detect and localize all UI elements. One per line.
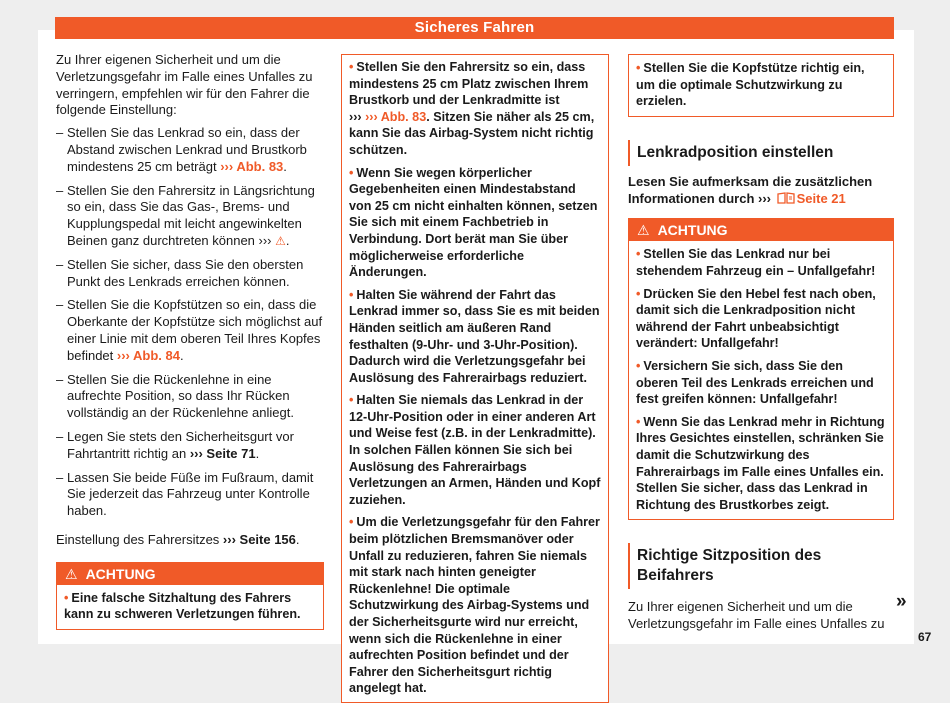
warning-bullet: • Halten Sie niemals das Lenkrad in der 12-Uhr-Position oder in einer anderen Art und Weise fest (z.B. in der Lenkradmitte). In solchen Fällen können Sie sich bei Auslösung des Fahrerairbags Verletzungen an Armen, Händen und Kopf zuziehen. bbox=[349, 393, 601, 507]
bullet-dot: • bbox=[636, 61, 641, 75]
warning-header bbox=[57, 563, 323, 585]
continue-icon: » bbox=[896, 591, 907, 612]
intro-text: Zu Ihrer eigenen Sicherheit und um die Verletzungsgefahr im Falle eines Unfalles zu verringern, empfehlen wir für den Fahrer die folgende Einstellung: bbox=[56, 52, 313, 118]
page-number: 67 bbox=[918, 630, 932, 644]
body-text: Zu Ihrer eigenen Sicherheit und um die Verletzungsgefahr im Falle eines Unfalles zu bbox=[628, 599, 885, 632]
warning-box-continued bbox=[341, 54, 609, 703]
figure-link[interactable]: ››› Abb. 83 bbox=[365, 109, 427, 124]
warning-box-continued bbox=[628, 54, 894, 117]
warning-bullet: • Stellen Sie den Fahrersitz so ein, dass mindestens 25 cm Platz zwischen Ihrem Brustkorb und der Lenkradmitte ist ››› ››› Abb. 83. Sitzen Sie näher als 25 cm, kann Sie das Airbag-System nicht richtig schützen. bbox=[349, 60, 595, 157]
figure-link[interactable]: ››› Abb. 83 bbox=[220, 158, 284, 174]
list-item: – Stellen Sie die Rückenlehne in eine aufrechte Position, so dass Ihr Rücken vollständig an der Rückenlehne anliegt. bbox=[56, 372, 326, 422]
list-item: – Stellen Sie den Fahrersitz in Längsrichtung so ein, dass Sie das Gas-, Brems- und Kupplungspedal mit leicht angewinkelten Beinen ganz durchtreten können ››› ⚠. bbox=[56, 183, 326, 250]
warning-body bbox=[57, 585, 323, 629]
warning-bullet: • Wenn Sie das Lenkrad mehr in Richtung Ihres Gesichtes einstellen, schränken Sie damit die Schutzwirkung des Fahrerairbags im Falle eines Unfalles ein. Stellen Sie sicher, dass das Lenkrad in Richtung des Brustkorbes zeigt. bbox=[636, 414, 885, 512]
bullet-dot: • bbox=[636, 286, 641, 301]
info-reference: Lesen Sie aufmerksam die zusätzlichen Informationen durch ››› Seite 21 bbox=[628, 173, 873, 206]
list-item: – Stellen Sie die Kopfstützen so ein, dass die Oberkante der Kopfstütze sich möglichst auf einer Linie mit dem oberen Teil Ihres Kopfes befindet ››› Abb. 84. bbox=[56, 297, 326, 364]
warning-bullet: • Halten Sie während der Fahrt das Lenkrad immer so, dass Sie es mit beiden Händen seitlich am äußeren Rand festhalten (9-Uhr- und 3-Uhr-Position). Dadurch wird die Verletzungsgefahr bei Auslösung des Fahrerairbags reduziert. bbox=[349, 287, 600, 385]
warning-icon[interactable]: ⚠ bbox=[275, 233, 286, 248]
warning-body bbox=[629, 55, 893, 116]
figure-link[interactable]: ››› Abb. 84 bbox=[116, 347, 180, 363]
warning-header bbox=[629, 219, 893, 241]
bullet-dot: • bbox=[349, 287, 354, 302]
list-item: – Stellen Sie das Lenkrad so ein, dass der Abstand zwischen Lenkrad und Brustkorb mindestens 25 cm beträgt ››› Abb. 83. bbox=[56, 125, 326, 175]
bullet-dot: • bbox=[636, 247, 641, 262]
list-item: – Stellen Sie sicher, dass Sie den obersten Punkt des Lenkrads erreichen können. bbox=[56, 257, 326, 291]
bullet-dot: • bbox=[636, 358, 641, 373]
warning-bullet: • Stellen Sie die Kopfstütze richtig ein, um die optimale Schutzwirkung zu erzielen. bbox=[636, 61, 865, 109]
bullet-dot: • bbox=[349, 165, 354, 180]
warning-bullet: • Versichern Sie sich, dass Sie den oberen Teil des Lenkrads erreichen und fest greifen können: Unfallgefahr! bbox=[636, 358, 874, 407]
column-middle bbox=[341, 54, 609, 703]
section-title: Richtige Sitzposition des Beifahrers bbox=[628, 543, 894, 589]
section-title: Lenkradposition einstellen bbox=[628, 140, 894, 166]
warning-bullet: • Wenn Sie wegen körperlicher Gegebenheiten einen Mindestabstand von 25 cm nicht einhalten können, setzen Sie sich mit einem Fachbetrieb in Verbindung. Dort berät man Sie über möglicherweise erforderliche Änderungen. bbox=[349, 165, 598, 280]
warning-bullet: • Um die Verletzungsgefahr für den Fahrer beim plötzlichen Bremsmanöver oder Unfall zu reduzieren, fahren Sie niemals mit stark nach hinten geneigter Rückenlehne! Die optimale Schutzwirkung des Airbag-Systems und der Sicherheitsgurte wird nur erreicht, wenn sich die Rückenlehne in einer aufrechten Position befindet und der Fahrer den Sicherheitsgurt richtig angelegt hat. bbox=[349, 515, 600, 696]
warning-title: ACHTUNG bbox=[657, 222, 728, 239]
bullet-dot: • bbox=[349, 60, 354, 74]
warning-box bbox=[628, 218, 894, 520]
list-item: – Legen Sie stets den Sicherheitsgurt vor Fahrtantritt richtig an ››› Seite 71. bbox=[56, 429, 326, 463]
warning-icon: ⚠ bbox=[637, 222, 650, 239]
warning-body bbox=[629, 241, 893, 519]
driver-settings-list bbox=[56, 125, 326, 520]
bullet-dot: • bbox=[64, 590, 69, 605]
bullet-dot: • bbox=[349, 515, 354, 530]
bullet-dot: • bbox=[636, 414, 641, 429]
warning-bullet: • Stellen Sie das Lenkrad nur bei stehendem Fahrzeug ein – Unfallgefahr! bbox=[636, 247, 876, 278]
book-icon bbox=[777, 192, 795, 204]
column-right bbox=[628, 54, 894, 633]
page-link[interactable]: Seite 21 bbox=[796, 190, 846, 206]
warning-body bbox=[342, 55, 608, 702]
closing-text: Einstellung des Fahrersitzes ››› Seite 156. bbox=[56, 531, 300, 547]
page-link[interactable]: ››› Seite 156 bbox=[222, 531, 296, 547]
page-header: Sicheres Fahren bbox=[55, 17, 894, 39]
warning-box bbox=[56, 562, 324, 630]
list-item: – Lassen Sie beide Füße im Fußraum, damit Sie jederzeit das Fahrzeug unter Kontrolle haben. bbox=[56, 470, 326, 520]
page-link[interactable]: ››› Seite 71 bbox=[189, 445, 256, 461]
column-left bbox=[56, 52, 326, 630]
warning-bullet: • Drücken Sie den Hebel fest nach oben, damit sich die Lenkradposition nicht während der Fahrt unbeabsichtigt verändert: Unfallgefahr! bbox=[636, 286, 876, 351]
bullet-dot: • bbox=[349, 393, 354, 408]
warning-bullet: • Eine falsche Sitzhaltung des Fahrers kann zu schweren Verletzungen führen. bbox=[64, 590, 301, 622]
warning-icon: ⚠ bbox=[65, 565, 78, 582]
warning-title: ACHTUNG bbox=[85, 565, 156, 582]
